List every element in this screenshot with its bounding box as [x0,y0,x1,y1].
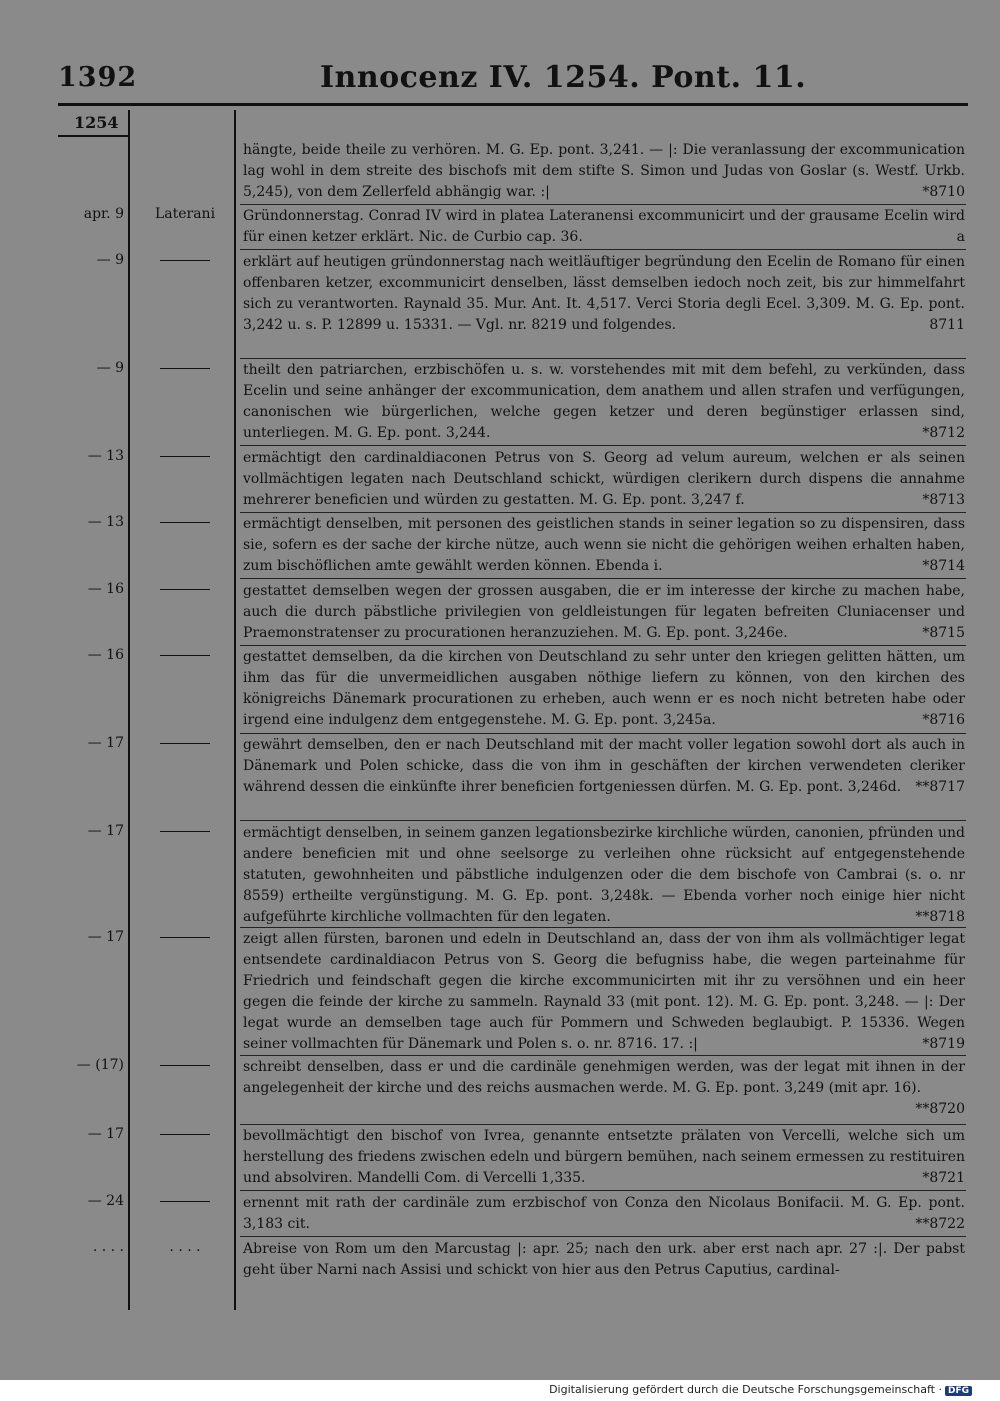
entry-separator [240,733,966,734]
entry-text: erklärt auf heutigen gründonnerstag nach weitläuftiger begründung den Ecelin de Romano für einen offenbaren ketzer, excommunicirt denselben, lässt demselben iedoch noch zeit, bis zur himmelfahrt sich zu verantworten. Raynald 35. Mur. Ant. It. 4,517. Verci Storia degli Ecel. 3,309. M. G. Ep. pont. 3,242 u. s. P. 12899 u. 15331. — Vgl. nr. 8219 und folgendes. 8711 [243,252,965,336]
entry-text: zeigt allen fürsten, baronen und edeln in Deutschland an, dass der von ihm als vollmächtiger legat entsendete cardinaldiacon Petrus von S. Georg die befugniss habe, die wegen parteinahme für Friedrich und feindschaft gegen die kirche excommunicirten mit ihr zu versöhnen und ein heer gegen die feinde der kirche zu sammeln. Raynald 33 (mit pont. 12). M. G. Ep. pont. 3,248. — |: Der legat wurde an demselben tage auch für Pommern und Schweden beglaubigt. P. 15336. Wegen seiner vollmachten für Dänemark und Polen s. o. nr. 8716. 17. :| *8719 [243,929,965,1055]
ditto-dash [160,260,210,261]
entry-number: 8711 [929,317,965,333]
ditto-dash [160,743,210,744]
entry-text: gewährt demselben, den er nach Deutschland mit der macht voller legation sowohl dort als auch in Dänemark und Polen schicke, dass die von ihm in geschäften der kirchen verwendeten cleriker während dessen die einkünfte ihrer beneficien fortgeniessen dürfen. M. G. Ep. pont. 3,246d. **8717 [243,735,965,798]
entry-separator [240,1055,966,1056]
entry-date: — 17 [87,1126,124,1142]
dfg-logo: DFG [945,1386,972,1396]
ditto-dash [160,1201,210,1202]
entry-separator [240,445,966,446]
entry-text: ermächtigt den cardinaldiaconen Petrus von S. Georg ad velum aureum, welchen er als seinen vollmächtigen legaten nach Deutschland schickt, würdigen clerikern durch dispens die annahme mehrerer beneficien und würden zu gestatten. M. G. Ep. pont. 3,247 f. *8713 [243,448,965,511]
entry-number: *8716 [922,712,965,728]
entry-text: Abreise von Rom um den Marcustag |: apr. 25; nach den urk. aber erst nach apr. 27 :|. Der pabst geht über Narni nach Assisi und schickt von hier aus den Petrus Caputius, cardinal- [243,1241,965,1278]
column-divider-place [234,110,236,1310]
entry-separator [240,1124,966,1125]
entry-text: ernennt mit rath der cardinäle zum erzbischof von Conza den Nicolaus Bonifacii. M. G. Ep. pont. 3,183 cit. **8722 [243,1193,965,1235]
entry-number: *8721 [922,1170,965,1186]
year-label: 1254 [74,113,119,132]
entry-number: **8722 [915,1216,965,1232]
entry-date: — 9 [96,252,124,268]
footer [0,1380,1000,1401]
entry-separator [240,645,966,646]
entry-date: — (17) [76,1057,124,1073]
entry-text: ermächtigt denselben, in seinem ganzen legationsbezirke kirchliche würden, canonien, pfründen und andere beneficien mit und ohne seelsorge zu verleihen ohne rücksicht auf entgegenstehende statuten, gewohnheiten und päbstliche indulgenzen oder die dem bischofe von Cambrai (s. o. nr 8559) ertheilte vergünstigung. M. G. Ep. pont. 3,248k. — Ebenda vorher noch einige hier nicht aufgeführte kirchliche vollmachten für den legaten. **8718 [243,823,965,928]
entry-text: ermächtigt denselben, mit personen des geistlichen stands in seiner legation so zu dispensiren, dass sie, sofern es der sache der kirche nütze, auch wenn sie nicht die gehörigen weihen erhalten haben, zum bischöflichen amte gewählt werden können. Ebenda i. *8714 [243,514,965,577]
entry-number: *8714 [922,558,965,574]
entry-date: — 17 [87,823,124,839]
entry-number: *8719 [922,1036,965,1052]
entry-separator [240,927,966,928]
ditto-dash [160,589,210,590]
entry-separator [240,820,966,821]
entry-number: **8717 [915,779,965,795]
entry-number: **8718 [915,909,965,925]
entry-separator [240,249,966,250]
entry-date: — 16 [87,581,124,597]
entry-text: schreibt denselben, dass er und die cardinäle genehmigen werden, was der legat mit ihnen in der angelegenheit der kirche und des reichs ausmachen werde. M. G. Ep. pont. 3,249 (mit apr. 16). **8720 [243,1057,965,1120]
entry-separator [240,1236,966,1237]
entry-date: . . . . [92,1239,124,1255]
entry-separator [240,204,966,205]
entry-date: — 16 [87,647,124,663]
ditto-dash [160,1065,210,1066]
ditto-dash [160,1134,210,1135]
entry-text: bevollmächtigt den bischof von Ivrea, genannte entsetzte prälaten von Vercelli, welche sich um herstellung des friedens zwischen edeln und bürgern bemühen, nach seinem ermessen zu restituiren und absolviren. Mandelli Com. di Vercelli 1,335. *8721 [243,1126,965,1189]
entry-number: *8710 [922,184,965,200]
entry-text: hängte, beide theile zu verhören. M. G. Ep. pont. 3,241. — |: Die veranlassung der excommunication lag wohl in dem streite des bischofs mit dem stifte S. Simon und Judas von Goslar (s. Westf. Urkb. 5,245), von dem Zellerfeld abhängig war. :| *8710 [243,140,965,203]
ditto-dash [160,831,210,832]
year-underline [58,135,128,137]
entry-number: *8715 [922,625,965,641]
entry-date: — 13 [87,448,124,464]
entry-separator [240,512,966,513]
entry-number: *8713 [922,492,965,508]
entry-date: apr. 9 [83,206,124,222]
entry-date: — 17 [87,735,124,751]
ditto-dash [160,522,210,523]
entry-date: — 17 [87,929,124,945]
entry-date: — 9 [96,360,124,376]
entry-text: gestattet demselben, da die kirchen von Deutschland zu sehr unter den kriegen gelitten hätten, um ihm das für die unvermeidlichen ausgaben nöthige liefern zu können, von den kirchen des königreichs Dänemark procurationen zu erheben, auch wenn er es noch nicht betreten habe oder irgend eine indulgenz dem entgegenstehe. M. G. Ep. pont. 3,245a. *8716 [243,647,965,731]
ditto-dash [160,456,210,457]
entry-date: — 13 [87,514,124,530]
entry-text: gestattet demselben wegen der grossen ausgaben, die er im interesse der kirche zu machen habe, auch die durch päbstliche privilegien von geldleistungen für legaten befreiten Cluniacenser und Praemonstratenser zu procurationen heranzuziehen. M. G. Ep. pont. 3,246e. *8715 [243,581,965,644]
page-number: 1392 [58,62,138,93]
entry-place: Laterani [154,206,216,222]
header-rule [58,103,968,106]
footer-credit: Digitalisierung gefördert durch die Deutsche Forschungsgemeinschaft · DFG [549,1383,972,1396]
entry-text: theilt den patriarchen, erzbischöfen u. s. w. vorstehendes mit mit dem befehl, zu verkünden, dass Ecelin und seine anhänger der excommunication, dem anathem und allen strafen und verfügungen, canonischen wie bürgerlichen, welche gegen ketzer und deren begünstiger erlassen sind, unterliegen. M. G. Ep. pont. 3,244. *8712 [243,360,965,444]
entry-text: Gründonnerstag. Conrad IV wird in platea Lateranensi excommunicirt und der grausame Ecelin wird für einen ketzer erklärt. Nic. de Curbio cap. 36. a [243,206,965,248]
entry-separator [240,1190,966,1191]
ditto-dash [160,655,210,656]
entry-date: — 24 [87,1193,124,1209]
ditto-dash [160,368,210,369]
entry-separator [240,358,966,359]
entry-number: *8712 [922,425,965,441]
column-divider-date [128,110,130,1310]
entry-separator [240,578,966,579]
ditto-dash [160,937,210,938]
entry-place: . . . . [169,1239,201,1255]
page-title: Innocenz IV. 1254. Pont. 11. [320,60,807,95]
entry-number: a [956,229,965,245]
entry-number: **8720 [915,1101,965,1117]
